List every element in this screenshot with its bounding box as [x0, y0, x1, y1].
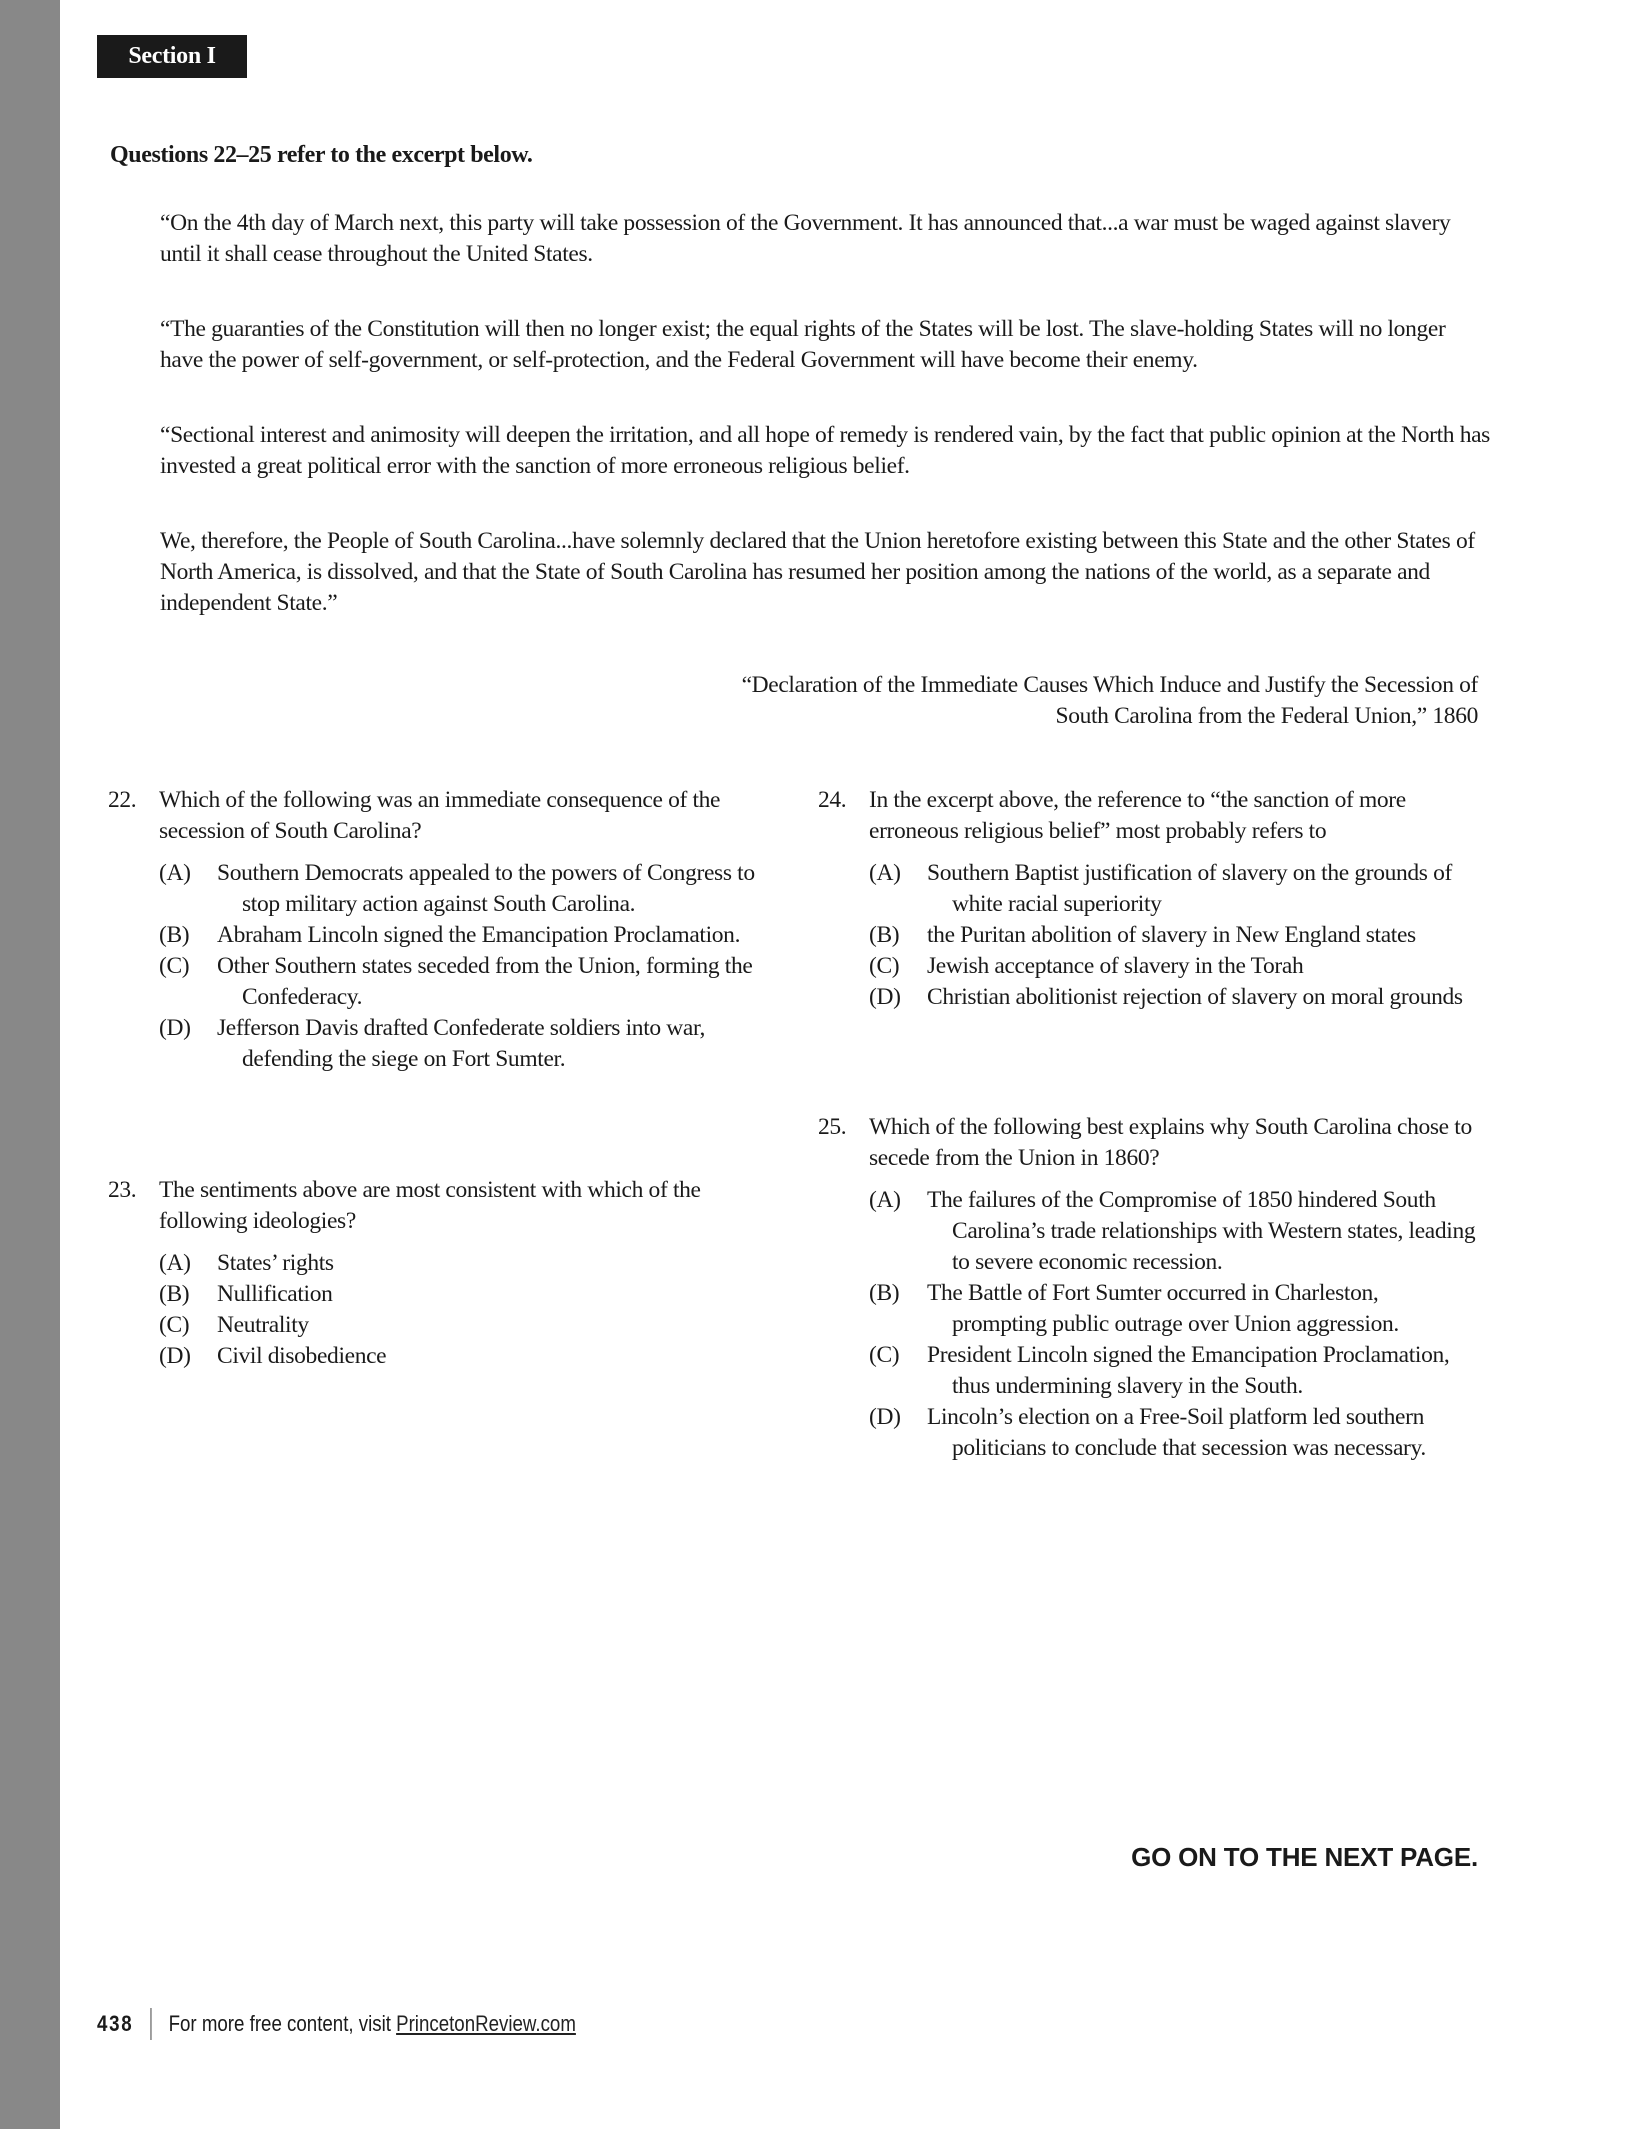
section-label: Section I [97, 35, 247, 78]
option-text: the Puritan abolition of slavery in New England states [927, 922, 1416, 948]
page-edge-bar [0, 0, 60, 2129]
option-text: Jewish acceptance of slavery in the Torah [927, 953, 1304, 979]
question-stem: In the excerpt above, the reference to “the sanction of more erroneous religious belief” most probably refers to [869, 787, 1406, 844]
princeton-review-link[interactable]: PrincetonReview.com [396, 2011, 576, 2036]
passage-paragraph: “On the 4th day of March next, this party will take possession of the Government. It has announced that...a war must be waged against slavery until it shall cease throughout the United States. [160, 210, 1451, 267]
option-label: (C) [869, 953, 900, 979]
answer-option[interactable] [869, 951, 1483, 982]
option-label: (B) [159, 922, 190, 948]
option-label: (A) [159, 1250, 191, 1276]
option-label: (D) [869, 984, 901, 1010]
answer-option[interactable] [159, 920, 768, 951]
answer-option[interactable] [159, 1310, 768, 1341]
option-label: (C) [159, 1312, 190, 1338]
questions-heading: Questions 22–25 refer to the excerpt below. [110, 142, 533, 168]
option-text: Nullification [217, 1281, 333, 1307]
answer-option[interactable] [159, 1013, 768, 1075]
option-text: Civil disobedience [217, 1343, 387, 1369]
question-25 [818, 1112, 1483, 1464]
question-23 [108, 1175, 768, 1372]
question-stem: The sentiments above are most consistent with which of the following ideologies? [159, 1177, 701, 1234]
option-text: Southern Democrats appealed to the powers of Congress to stop military action against South Carolina. [217, 860, 755, 917]
option-text: States’ rights [217, 1250, 334, 1276]
passage-paragraph: “The guaranties of the Constitution will then no longer exist; the equal rights of the States will be lost. The slave-holding States will no longer have the power of self-government, or self-protection, and the Federal Government will have become their enemy. [160, 316, 1446, 373]
page-footer [97, 2008, 576, 2040]
option-text: Jefferson Davis drafted Confederate soldiers into war, defending the siege on Fort Sumter. [217, 1015, 706, 1072]
page-number: 438 [97, 2011, 134, 2036]
question-stem: Which of the following was an immediate consequence of the secession of South Carolina? [159, 787, 721, 844]
answer-option[interactable] [159, 858, 768, 920]
excerpt-attribution [578, 670, 1478, 732]
question-24 [818, 785, 1483, 1013]
question-number: 22. [108, 787, 137, 813]
option-label: (D) [159, 1343, 191, 1369]
answer-option[interactable] [869, 1340, 1483, 1402]
question-number: 23. [108, 1177, 137, 1203]
question-22 [108, 785, 768, 1075]
option-label: (D) [869, 1404, 901, 1430]
footer-divider [150, 2008, 151, 2040]
option-text: The Battle of Fort Sumter occurred in Charleston, prompting public outrage over Union aggression. [927, 1280, 1399, 1337]
option-label: (C) [159, 953, 190, 979]
option-label: (A) [869, 1187, 901, 1213]
answer-option[interactable] [159, 1248, 768, 1279]
option-label: (A) [159, 860, 191, 886]
question-number: 25. [818, 1114, 847, 1140]
option-text: President Lincoln signed the Emancipation Proclamation, thus undermining slavery in the South. [927, 1342, 1450, 1399]
option-label: (C) [869, 1342, 900, 1368]
option-text: Christian abolitionist rejection of slavery on moral grounds [927, 984, 1463, 1010]
footer-text: For more free content, visit [168, 2011, 391, 2036]
answer-option[interactable] [159, 951, 768, 1013]
passage-paragraph: We, therefore, the People of South Carolina...have solemnly declared that the Union heretofore existing between this State and the other States of North America, is dissolved, and that the State of South Carolina has resumed her position among the nations of the world, as a separate and independent State.” [160, 528, 1475, 616]
option-label: (D) [159, 1015, 191, 1041]
answer-option[interactable] [869, 982, 1483, 1013]
option-text: The failures of the Compromise of 1850 hindered South Carolina’s trade relationships with Western states, leading to severe economic recession. [927, 1187, 1476, 1275]
attribution-line: “Declaration of the Immediate Causes Which Induce and Justify the Secession of [741, 672, 1478, 698]
answer-option[interactable] [869, 1278, 1483, 1340]
option-label: (B) [869, 922, 900, 948]
option-label: (B) [869, 1280, 900, 1306]
option-text: Abraham Lincoln signed the Emancipation Proclamation. [217, 922, 741, 948]
answer-option[interactable] [869, 858, 1483, 920]
option-text: Southern Baptist justification of slavery on the grounds of white racial superiority [927, 860, 1452, 917]
option-label: (A) [869, 860, 901, 886]
answer-option[interactable] [869, 1402, 1483, 1464]
answer-option[interactable] [869, 920, 1483, 951]
excerpt-passage [160, 208, 1490, 619]
question-stem: Which of the following best explains why South Carolina chose to secede from the Union in 1860? [869, 1114, 1472, 1171]
answer-option[interactable] [159, 1279, 768, 1310]
answer-option[interactable] [159, 1341, 768, 1372]
passage-paragraph: “Sectional interest and animosity will deepen the irritation, and all hope of remedy is rendered vain, by the fact that public opinion at the North has invested a great political error with the sanction of more erroneous religious belief. [160, 422, 1490, 479]
option-text: Lincoln’s election on a Free-Soil platform led southern politicians to conclude that secession was necessary. [927, 1404, 1426, 1461]
option-label: (B) [159, 1281, 190, 1307]
attribution-line: South Carolina from the Federal Union,” 1860 [1055, 703, 1478, 729]
answer-option[interactable] [869, 1185, 1483, 1278]
question-number: 24. [818, 787, 847, 813]
option-text: Other Southern states seceded from the Union, forming the Confederacy. [217, 953, 753, 1010]
option-text: Neutrality [217, 1312, 309, 1338]
go-on-notice: GO ON TO THE NEXT PAGE. [1131, 1842, 1478, 1872]
